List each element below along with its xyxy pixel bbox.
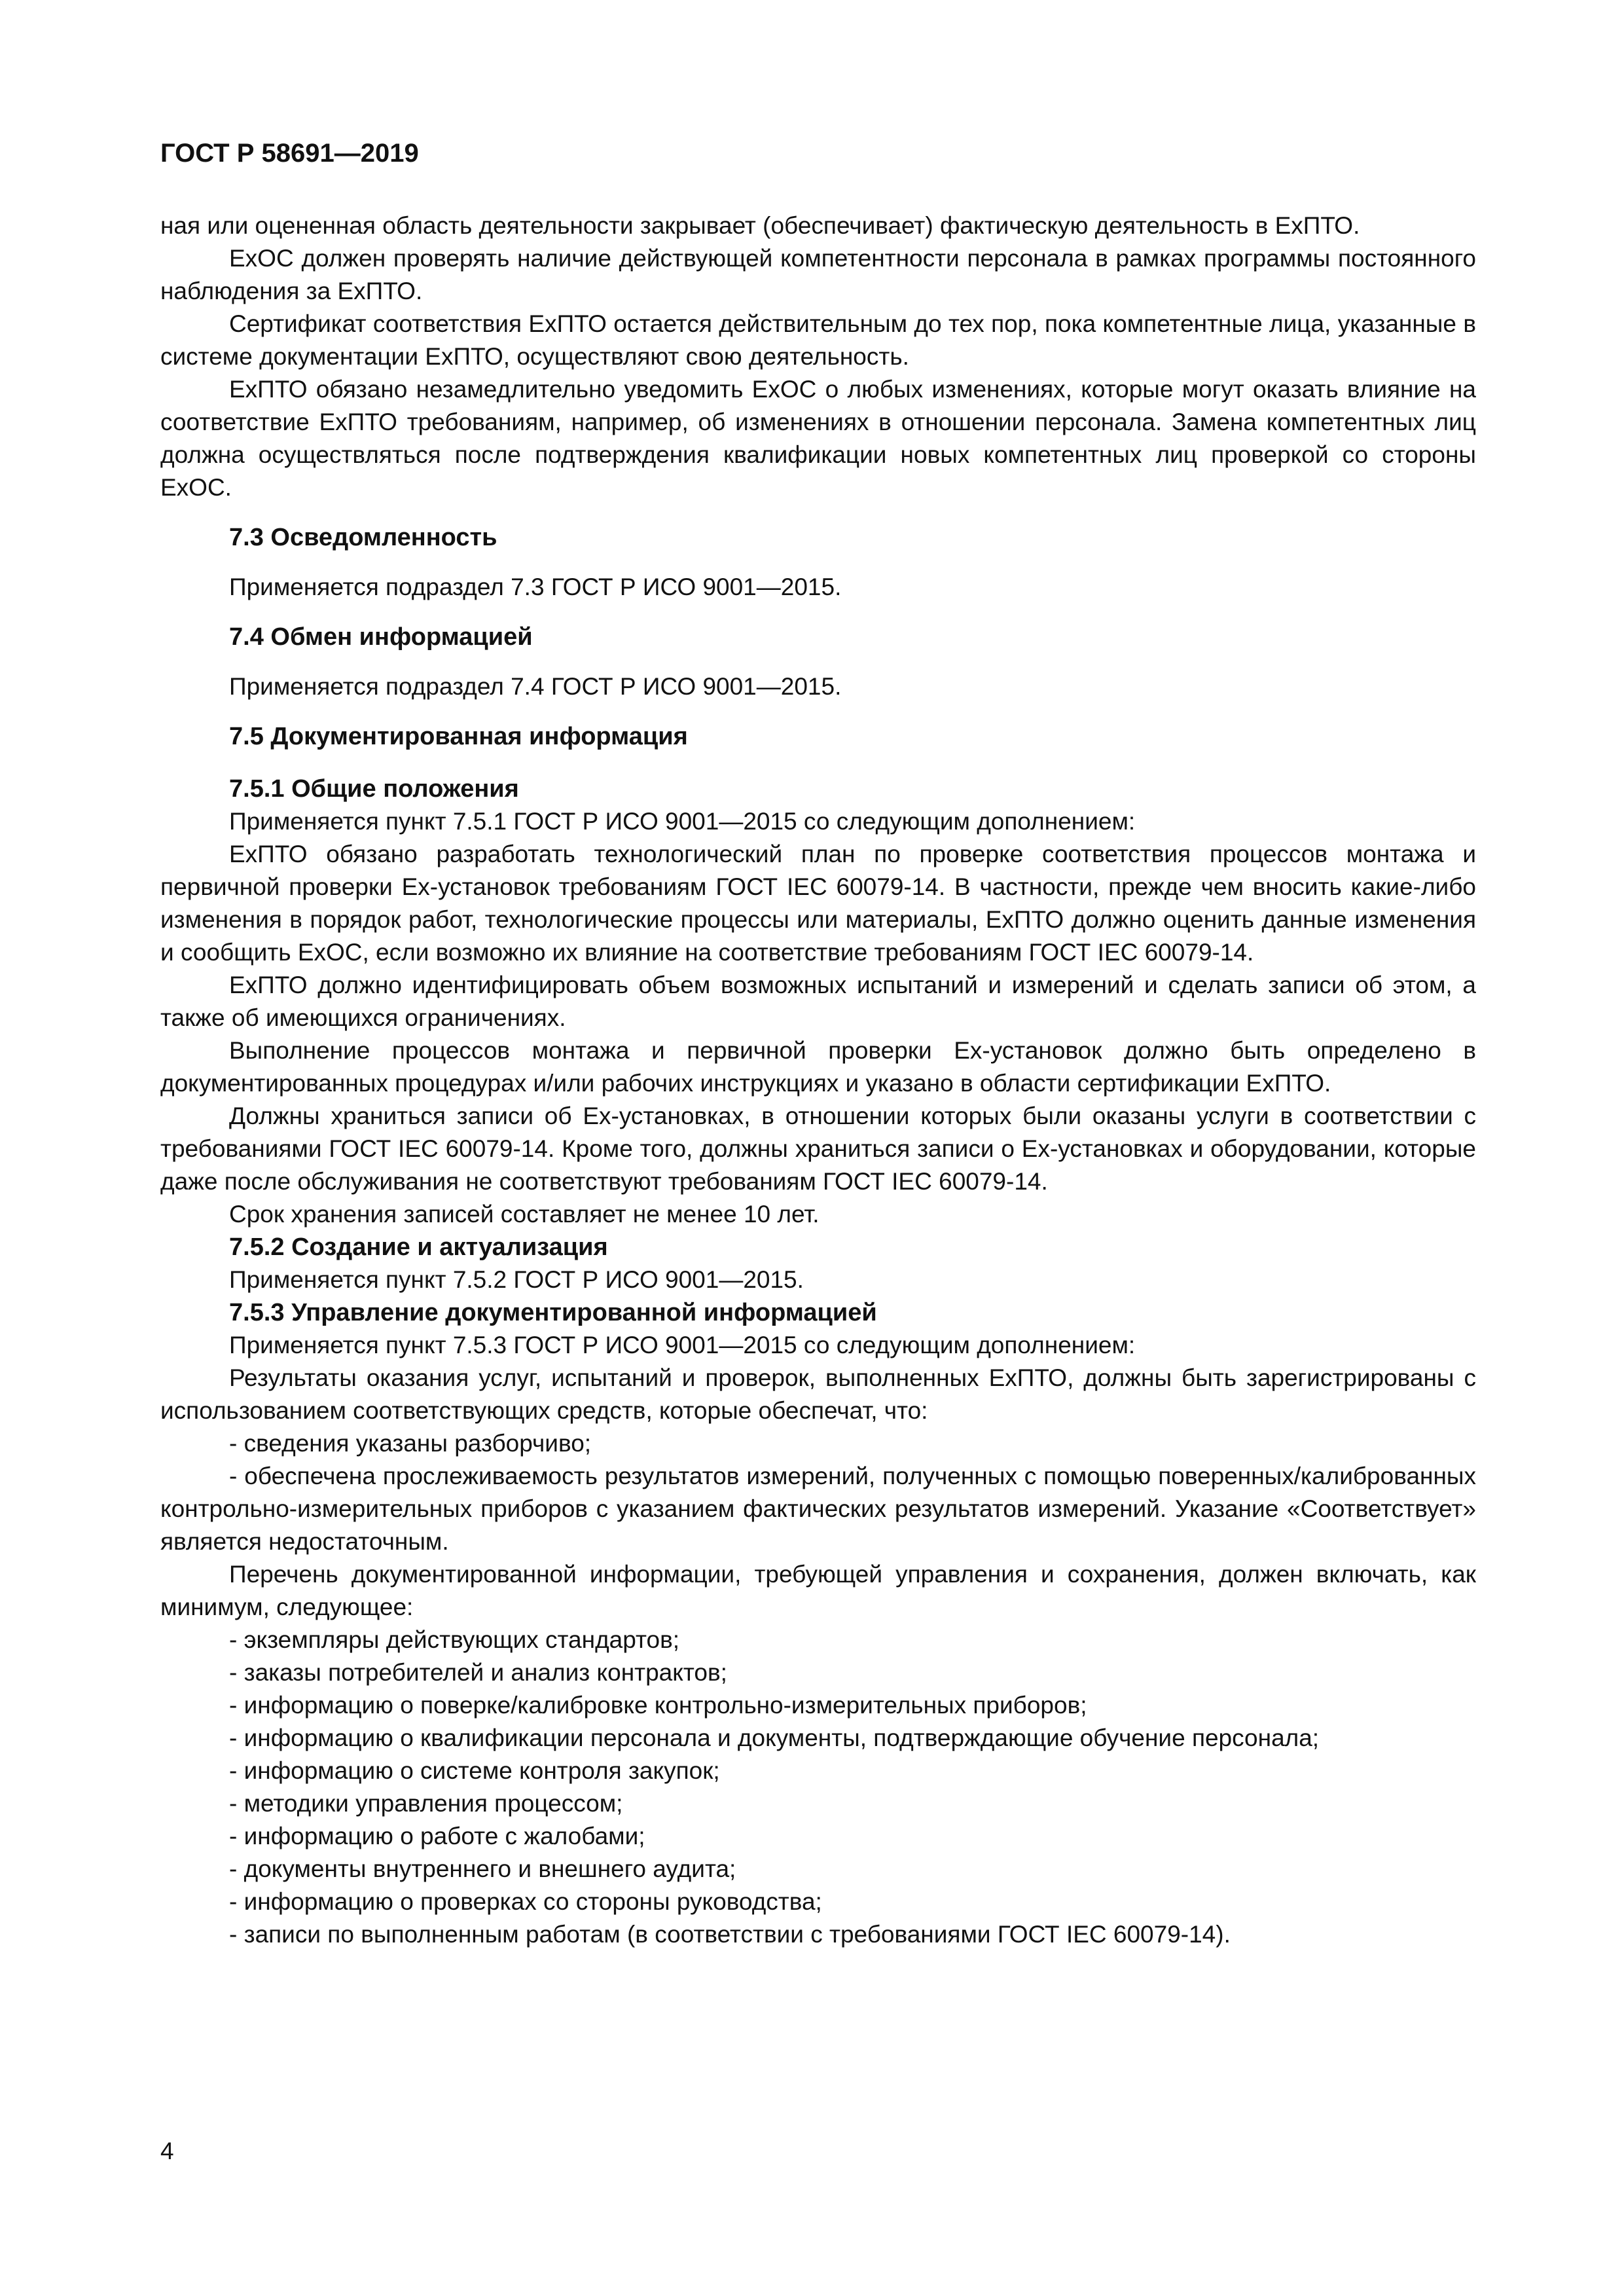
section-7-5-3-title: 7.5.3 Управление документированной информацией <box>229 1299 877 1326</box>
list-item: - документы внутреннего и внешнего аудита; <box>229 1855 736 1882</box>
list-item: - записи по выполненным работам (в соответствии с требованиями ГОСТ IEC 60079-14). <box>229 1921 1231 1948</box>
section-7-5-1-title: 7.5.1 Общие положения <box>229 775 519 803</box>
section-7-5-1-paragraph-5: Должны храниться записи об Ex-установках, в отношении которых были оказаны услуги в соответствии с требованиями ГОСТ IEC 60079-14. Кроме того, должны храниться записи о Ex-установках и оборудовании, которые даже после обслуживания не соответствуют требованиям ГОСТ IEC 60079-14. <box>160 1102 1476 1195</box>
section-7-3-text: Применяется подраздел 7.3 ГОСТ Р ИСО 9001—2015. <box>229 574 842 600</box>
section-7-3-title: 7.3 Осведомленность <box>229 524 497 551</box>
section-7-5-2-title: 7.5.2 Создание и актуализация <box>229 1233 608 1261</box>
section-7-4-title: 7.4 Обмен информацией <box>229 623 533 651</box>
document-header: ГОСТ Р 58691—2019 <box>160 139 419 168</box>
list-item: - сведения указаны разборчиво; <box>229 1430 592 1457</box>
list-item: - информацию о проверках со стороны руководства; <box>229 1888 822 1915</box>
list-item: - заказы потребителей и анализ контрактов; <box>229 1659 727 1686</box>
section-7-4-text: Применяется подраздел 7.4 ГОСТ Р ИСО 9001—2015. <box>229 673 842 700</box>
list-item: - методики управления процессом; <box>229 1790 623 1817</box>
section-7-5-1-paragraph-4: Выполнение процессов монтажа и первичной проверки Ex-установок должно быть определено в документированных процедурах и/или рабочих инструкциях и указано в области сертификации ExПТО. <box>160 1037 1476 1097</box>
list-item: - экземпляры действующих стандартов; <box>229 1626 680 1653</box>
list-item: - информацию о поверке/калибровке контрольно-измерительных приборов; <box>229 1692 1087 1719</box>
list-item: - информацию о квалификации персонала и документы, подтверждающие обучение персонала; <box>229 1724 1320 1751</box>
list-item: - информацию о системе контроля закупок; <box>229 1757 720 1784</box>
intro-paragraph-3: Сертификат соответствия ExПТО остается действительным до тех пор, пока компетентные лица, указанные в системе документации ExПТО, осуществляют свою деятельность. <box>160 310 1476 370</box>
list-item: - обеспечена прослеживаемость результатов измерений, полученных с помощью поверенных/калиброванных контрольно-измерительных приборов с указанием фактических результатов измерений. Указание «Соответствует» является недостаточным. <box>160 1463 1476 1555</box>
section-7-5-3-paragraph-1: Применяется пункт 7.5.3 ГОСТ Р ИСО 9001—2015 со следующим дополнением: <box>229 1332 1136 1358</box>
section-7-5-1-paragraph-1: Применяется пункт 7.5.1 ГОСТ Р ИСО 9001—2015 со следующим дополнением: <box>229 808 1136 835</box>
intro-paragraph-1: ная или оцененная область деятельности закрывает (обеспечивает) фактическую деятельность в ExПТО. <box>160 212 1360 239</box>
section-7-5-1-paragraph-2: ExПТО обязано разработать технологический план по проверке соответствия процессов монтажа и первичной проверки Ex-установок требованиям ГОСТ IEC 60079-14. В частности, прежде чем вносить какие-либо изменения в порядок работ, технологические процессы или материалы, ExПТО должно оценить данные изменения и сообщить ExOC, если возможно их влияние на соответствие требованиям ГОСТ IEC 60079-14. <box>160 841 1476 966</box>
section-7-5-title: 7.5 Документированная информация <box>229 723 688 750</box>
intro-paragraph-2: ExOC должен проверять наличие действующей компетентности персонала в рамках программы постоянного наблюдения за ExПТО. <box>160 245 1476 304</box>
section-7-5-3-paragraph-3: Перечень документированной информации, требующей управления и сохранения, должен включать, как минимум, следующее: <box>160 1561 1476 1620</box>
list-item: - информацию о работе с жалобами; <box>229 1823 645 1850</box>
section-7-5-1-paragraph-6: Срок хранения записей составляет не менее 10 лет. <box>229 1201 820 1228</box>
section-7-5-1-paragraph-3: ExПТО должно идентифицировать объем возможных испытаний и измерений и сделать записи об этом, а также об имеющихся ограничениях. <box>160 972 1476 1031</box>
intro-paragraph-4: ExПТО обязано незамедлительно уведомить ExOC о любых изменениях, которые могут оказать влияние на соответствие ExПТО требованиям, например, об изменениях в отношении персонала. Замена компетентных лиц должна осуществляться после подтверждения квалификации новых компетентных лиц проверкой со стороны ExOC. <box>160 376 1476 501</box>
section-7-5-3-paragraph-2: Результаты оказания услуг, испытаний и проверок, выполненных ExПТО, должны быть зарегистрированы с использованием соответствующих средств, которые обеспечат, что: <box>160 1364 1476 1424</box>
page-number: 4 <box>160 2138 174 2164</box>
section-7-5-2-text: Применяется пункт 7.5.2 ГОСТ Р ИСО 9001—2015. <box>229 1266 804 1293</box>
document-page <box>160 137 1476 1951</box>
